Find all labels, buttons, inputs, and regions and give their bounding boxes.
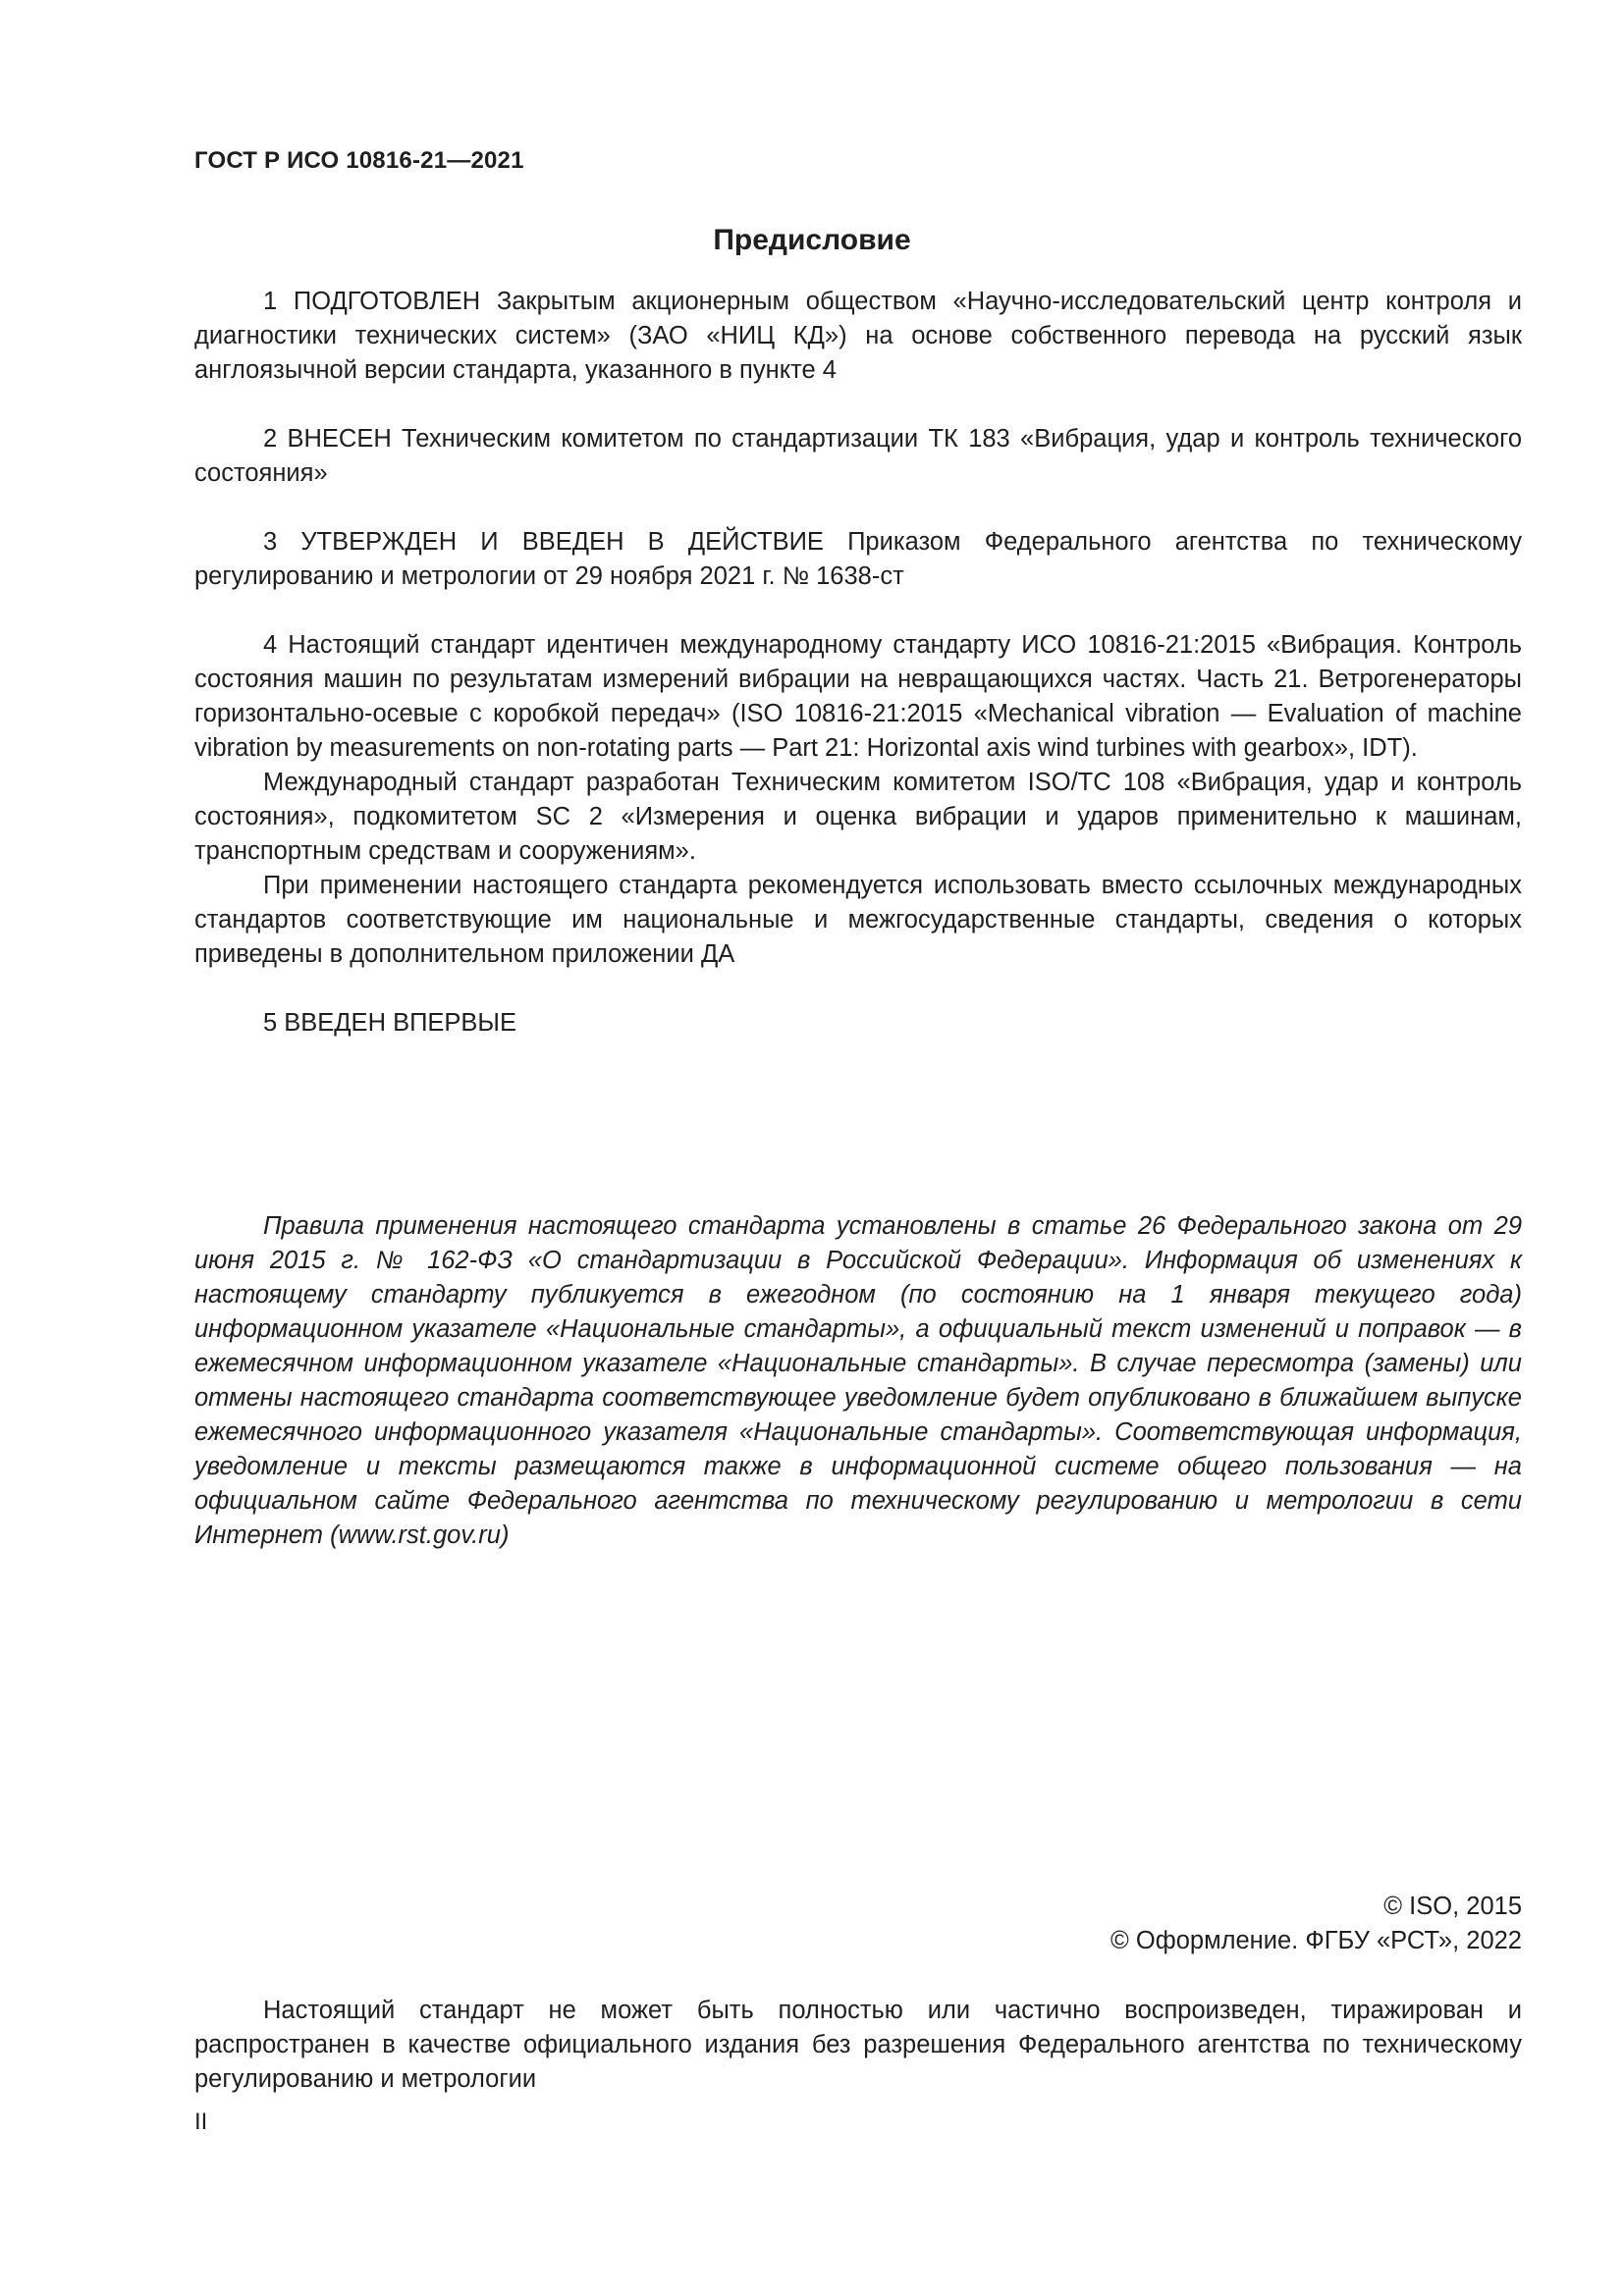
paragraph-developed-by: Международный стандарт разработан Техническим комитетом ISO/TC 108 «Вибрация, удар и контроль состояния», подкомитетом SC 2 «Измерения и оценка вибрации и ударов применительно к машинам, транспортным средствам и сооружениям».	[194, 769, 1522, 865]
copyright-iso: © ISO, 2015	[1383, 1893, 1522, 1920]
rules-notice	[194, 1209, 1522, 1553]
spacer	[194, 388, 1522, 422]
page-number: II	[194, 2109, 208, 2135]
reproduction-notice-text: Настоящий стандарт не может быть полностью или частично воспроизведен, тиражирован и распространен в качестве официального издания без разрешения Федерального агентства по техническому регулированию и метрологии	[194, 1997, 1522, 2093]
spacer	[194, 491, 1522, 525]
foreword-body	[194, 285, 1522, 1041]
paragraph-introduced-by: 2 ВНЕСЕН Техническим комитетом по стандартизации ТК 183 «Вибрация, удар и контроль технического состояния»	[194, 425, 1522, 487]
paragraph-application-note: При применении настоящего стандарта рекомендуется использовать вместо ссылочных международных стандартов соответствующие им национальные и межгосударственные стандарты, сведения о которых приведены в дополнительном приложении ДА	[194, 872, 1522, 968]
copyright-block	[1110, 1890, 1522, 1958]
copyright-design: © Оформление. ФГБУ «РСТ», 2022	[1110, 1927, 1522, 1954]
paragraph-prepared-by: 1 ПОДГОТОВЛЕН Закрытым акционерным обществом «Научно-исследовательский центр контроля и диагностики технических систем» (ЗАО «НИЦ КД») на основе собственного перевода на русский язык англоязычной версии стандарта, указанного в пункте 4	[194, 288, 1522, 384]
spacer	[194, 594, 1522, 628]
paragraph-identical-standard: 4 Настоящий стандарт идентичен международному стандарту ИСО 10816-21:2015 «Вибрация. Контроль состояния машин по результатам измерений вибрации на невращающихся частях. Часть 21. Ветрогенераторы горизонтально-осевые с коробкой передач» (ISO 10816-21:2015 «Mechanical vibration — Evaluation of machine vibration by measurements on non-rotating parts — Part 21: Horizontal axis wind turbines with gearbox», IDT).	[194, 631, 1522, 762]
rules-notice-text: Правила применения настоящего стандарта установлены в статье 26 Федерального закона от 29 июня 2015 г. № 162-ФЗ «О стандартизации в Российской Федерации». Информация об изменениях к настоящему стандарту публикуется в ежегодном (по состоянию на 1 января текущего года) информационном указателе «Национальные стандарты», а официальный текст изменений и поправок — в ежемесячном информационном указателе «Национальные стандарты». В случае пересмотра (замены) или отмены настоящего стандарта соответствующее уведомление будет опубликовано в ближайшем выпуске ежемесячного информационного указателя «Национальные стандарты». Соответствующая информация, уведомление и тексты размещаются также в информационной системе общего пользования — на официальном сайте Федерального агентства по техническому регулированию и метрологии в сети Интернет (www.rst.gov.ru)	[194, 1212, 1522, 1549]
document-code-header: ГОСТ Р ИСО 10816-21—2021	[194, 147, 524, 174]
reproduction-notice	[194, 1994, 1522, 2097]
paragraph-first-introduced: 5 ВВЕДЕН ВПЕРВЫЕ	[263, 1009, 517, 1037]
paragraph-approved: 3 УТВЕРЖДЕН И ВВЕДЕН В ДЕЙСТВИЕ Приказом Федерального агентства по техническому регулированию и метрологии от 29 ноября 2021 г. № 1638-ст	[194, 528, 1522, 590]
spacer	[194, 972, 1522, 1006]
page-title: Предисловие	[713, 224, 911, 256]
